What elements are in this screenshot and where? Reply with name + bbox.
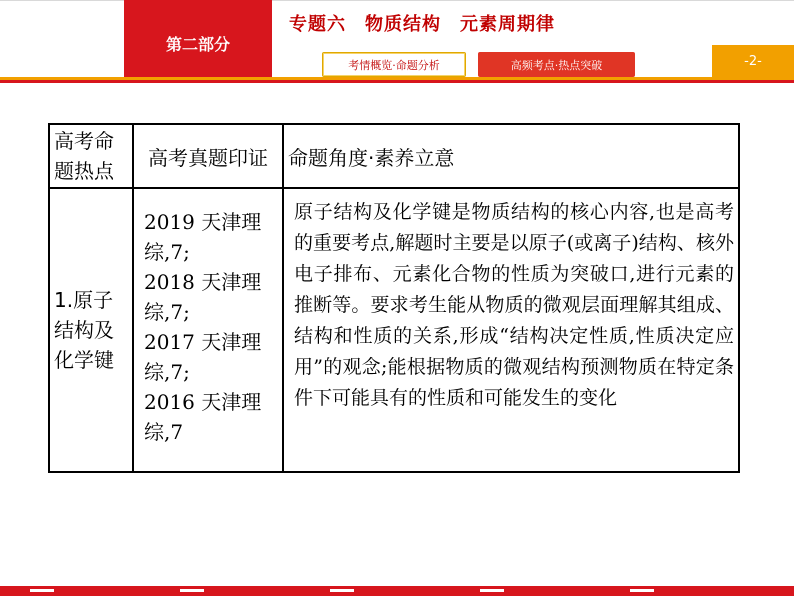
source-item: 2018 天津理综,7;	[144, 270, 262, 324]
footer-dash	[180, 589, 204, 592]
source-item: 2017 天津理综,7;	[144, 330, 262, 384]
footer-dash	[30, 589, 54, 592]
top-border	[0, 0, 794, 1]
footer-dash	[330, 589, 354, 592]
topic-table	[48, 123, 740, 473]
table-header-row	[49, 124, 739, 188]
table-row	[49, 188, 739, 472]
sources-cell	[133, 188, 283, 472]
description-cell: 原子结构及化学键是物质结构的核心内容,也是高考的重要考点,解题时主要是以原子(或离子)结构、核外电子排布、元素化合物的性质为突破口,进行元素的推断等。要求考生能从物质的微观层面理解其组成、结构和性质的关系,形成“结构决定性质,性质决定应用”的观念;能根据物质的微观结构预测物质在特定条件下可能具有的性质和可能发生的变化	[283, 188, 739, 472]
tab-overview[interactable]: 考情概览·命题分析	[322, 52, 466, 77]
header-rule-red	[0, 80, 794, 83]
footer-dash	[630, 589, 654, 592]
footer-bar	[0, 586, 794, 596]
source-item: 2016 天津理综,7	[144, 390, 262, 444]
footer-dash	[480, 589, 504, 592]
tab-hotspots[interactable]: 高频考点·热点突破	[478, 52, 635, 77]
header-cell-topic: 高考命题热点	[49, 124, 133, 188]
source-item: 2019 天津理综,7;	[144, 210, 262, 264]
part-badge: 第二部分	[124, 0, 272, 77]
topic-cell: 1.原子结构及化学键	[49, 188, 133, 472]
header-cell-sources: 高考真题印证	[133, 124, 283, 188]
header-cell-angle: 命题角度·素养立意	[283, 124, 739, 188]
page-number: -2-	[712, 45, 794, 77]
page-title: 专题六 物质结构 元素周期律	[289, 14, 555, 35]
